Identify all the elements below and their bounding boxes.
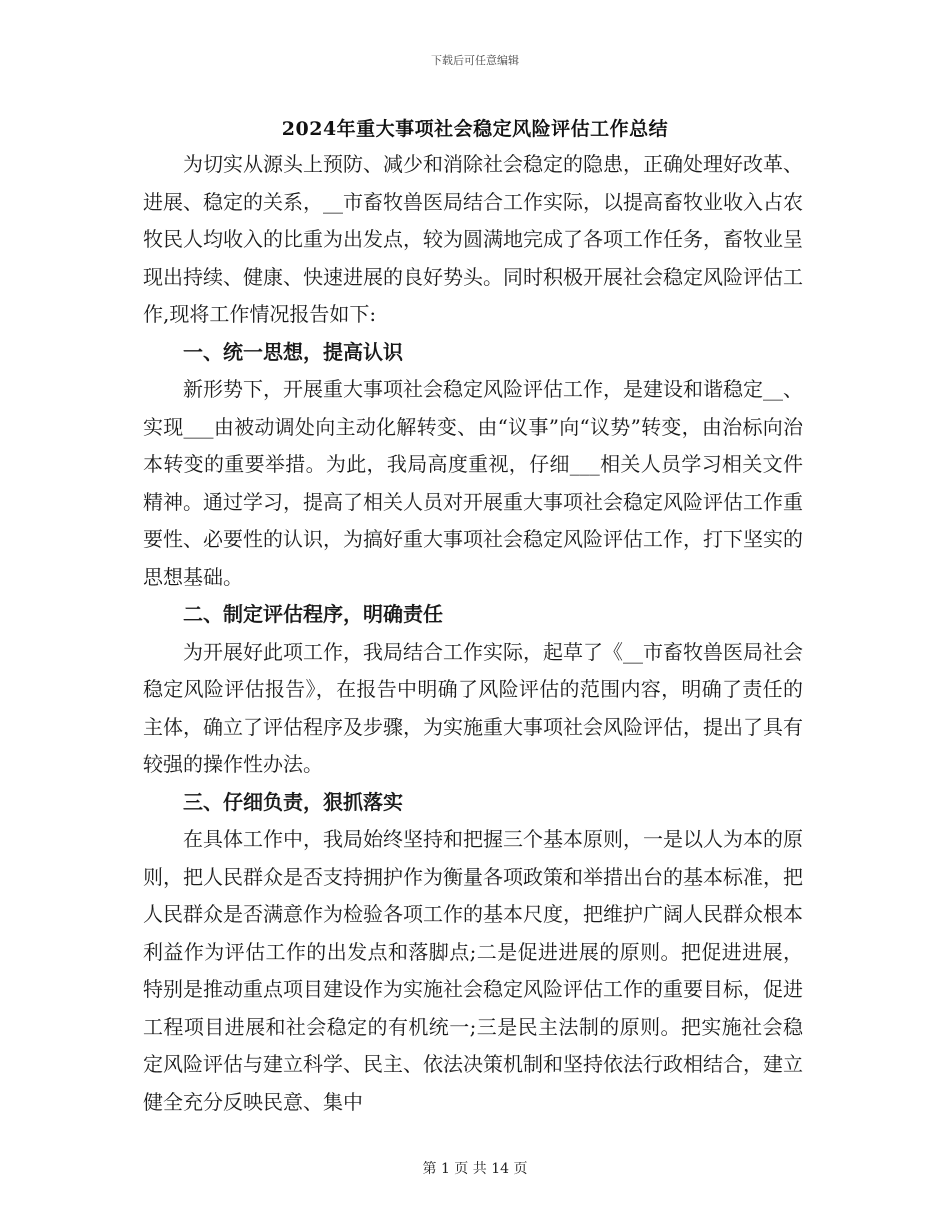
section-paragraph-2: 为开展好此项工作，我局结合工作实际，起草了《__市畜牧兽医局社会稳定风险评估报告》，在报告中明确了风险评估的范围内容，明确了责任的主体，确立了评估程序及步骤，为实施重大事项社会风险评估，提出了具有较强的操作性办法。	[143, 639, 803, 776]
section-paragraph-1: 新形势下，开展重大事项社会稳定风险评估工作，是建设和谐稳定__、实现___由被动调处向主动化解转变、由“议事”向“议势”转变，由治标向治本转变的重要举措。为此，我局高度重视，仔细___相关人员学习相关文件精神。通过学习，提高了相关人员对开展重大事项社会稳定风险评估工作重要性、必要性的认识，为搞好重大事项社会稳定风险评估工作，打下坚实的思想基础。	[143, 377, 803, 589]
document-body	[143, 146, 803, 1121]
header-note: 下载后可任意编辑	[431, 54, 519, 67]
section-heading-3: 三、仔细负责，狠抓落实	[183, 789, 403, 814]
intro-paragraph: 为切实从源头上预防、减少和消除社会稳定的隐患，正确处理好改革、进展、稳定的关系，__市畜牧兽医局结合工作实际，以提高畜牧业收入占农牧民人均收入的比重为出发点，较为圆满地完成了各项工作任务，畜牧业呈现出持续、健康、快速进展的良好势头。同时积极开展社会稳定风险评估工作,现将工作情况报告如下:	[143, 152, 803, 326]
page-footer: 第 1 页 共 14 页	[422, 1161, 528, 1177]
section-paragraph-3: 在具体工作中，我局始终坚持和把握三个基本原则，一是以人为本的原则，把人民群众是否支持拥护作为衡量各项政策和举措出台的基本标准，把人民群众是否满意作为检验各项工作的基本尺度，把维护广阔人民群众根本利益作为评估工作的出发点和落脚点;二是促进进展的原则。把促进进展，特别是推动重点项目建设作为实施社会稳定风险评估工作的重要目标，促进工程项目进展和社会稳定的有机统一;三是民主法制的原则。把实施社会稳定风险评估与建立科学、民主、依法决策机制和坚持依法行政相结合，建立健全充分反映民意、集中	[143, 827, 803, 1114]
section-heading-2: 二、制定评估程序，明确责任	[183, 602, 443, 626]
document-title: 2024年重大事项社会稳定风险评估工作总结	[281, 118, 669, 140]
section-heading-1: 一、统一思想，提高认识	[183, 339, 403, 364]
